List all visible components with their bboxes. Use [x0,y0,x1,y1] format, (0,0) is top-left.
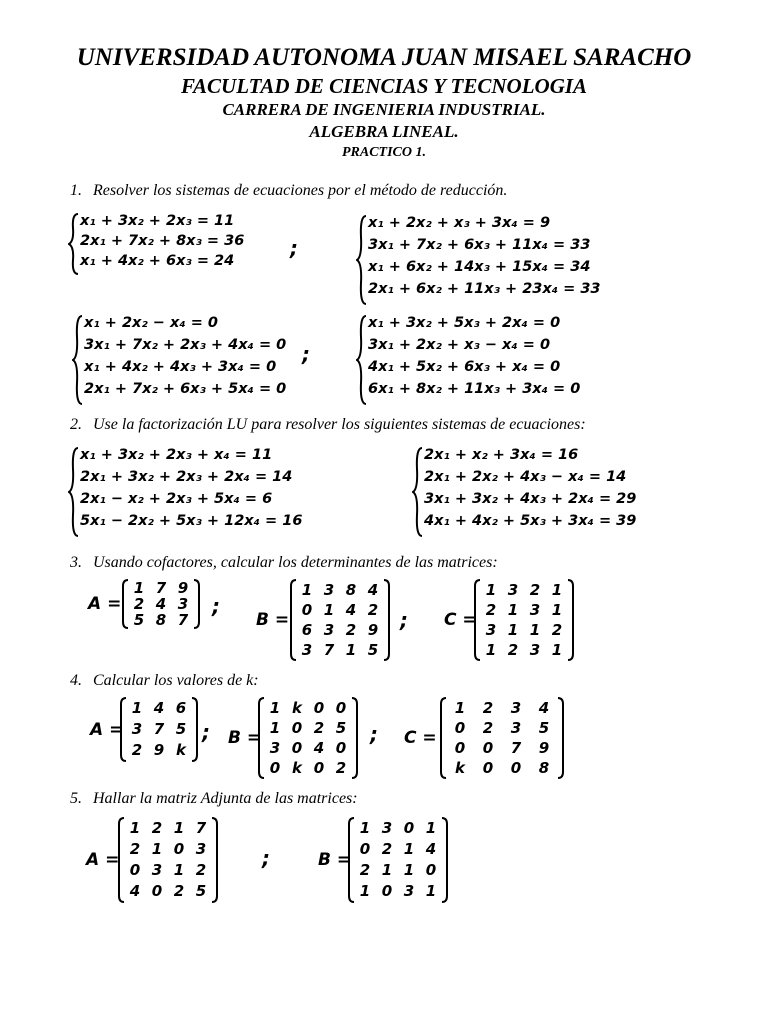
matrix-cell: 1 [507,620,519,639]
matrix-cell: 3 [151,861,163,879]
equation-line: 2x₁ + 7x₂ + 8x₃ = 36 [80,233,245,249]
equation-line: 4x₁ + 4x₂ + 5x₃ + 3x₄ = 39 [424,513,637,529]
matrix-cell: 4 [313,738,325,757]
matrix-cell: 3 [131,720,143,738]
matrix-cell: 0 [151,882,163,900]
matrix-cell: 1 [485,640,497,659]
matrix-cell: 5 [175,720,187,738]
matrix-cell: 0 [482,738,494,757]
matrix-cell: 3 [195,840,207,858]
equation-line: x₁ + 3x₂ + 5x₃ + 2x₄ = 0 [368,315,561,331]
question-number: 1. [70,182,82,199]
question-number: 5. [70,790,82,807]
question-number: 2. [70,416,82,433]
matrix-cell: 9 [367,620,379,639]
equation-line: 6x₁ + 8x₂ + 11x₃ + 3x₄ = 0 [368,381,581,397]
matrix-cell: 0 [313,698,325,717]
question-number: 4. [70,672,82,689]
question-3 [70,554,498,572]
equation-line: 2x₁ + 3x₂ + 2x₃ + 2x₄ = 14 [80,469,293,485]
q3-matrix-a [88,578,208,628]
separator: ; [400,608,408,632]
matrix-cell: 2 [151,819,163,837]
matrix-cell: 4 [538,698,550,717]
matrix-cell: 8 [345,580,357,599]
equation-line: x₁ + 6x₂ + 14x₃ + 15x₄ = 34 [368,259,591,275]
matrix-cell: 5 [335,718,347,737]
matrix-cell: 2 [482,718,494,737]
matrix-cell: 2 [359,861,371,879]
matrix-cell: 1 [551,580,563,599]
matrix-cell: 9 [538,738,550,757]
matrix-cell: 1 [345,640,357,659]
q1-system-c [72,314,302,400]
separator: ; [202,720,210,744]
matrix-cell: 2 [551,620,563,639]
matrix-cell: 2 [133,594,145,613]
question-text: Hallar la matriz Adjunta de las matrices: [93,790,358,807]
matrix-cell: 1 [485,580,497,599]
matrix-cell: 3 [507,580,519,599]
matrix-cell: 3 [403,882,415,900]
question-text: Calcular los valores de k: [93,672,259,689]
matrix-cell: 2 [195,861,207,879]
q3-matrix-b [256,578,396,662]
question-text: Usando cofactores, calcular los determinantes de las matrices: [93,554,498,571]
faculty-title: FACULTAD DE CIENCIAS Y TECNOLOGIA [180,74,588,98]
matrix-cell: 9 [153,741,165,759]
equation-line: 2x₁ + 6x₂ + 11x₃ + 23x₄ = 33 [368,281,601,297]
matrix-cell: 1 [173,861,185,879]
matrix-cell: 5 [367,640,379,659]
matrix-cell: 2 [131,741,143,759]
matrix-cell: 8 [538,758,550,777]
matrix-cell: 3 [510,698,522,717]
career-title: CARRERA DE INGENIERIA INDUSTRIAL. [222,100,546,119]
matrix-cell: 1 [507,600,519,619]
question-4 [70,672,259,690]
matrix-cell: 5 [133,610,145,629]
equation-line: 3x₁ + 2x₂ + x₃ − x₄ = 0 [368,337,551,353]
matrix-cell: 2 [381,840,393,858]
matrix-cell: 9 [177,578,189,597]
matrix-label: B = [318,850,352,870]
matrix-cell: 1 [301,580,313,599]
matrix-label: A = [86,850,120,870]
matrix-cell: 2 [367,600,379,619]
matrix-label: A = [88,594,122,614]
matrix-label: C = [404,728,437,748]
equation-line: 4x₁ + 5x₂ + 6x₃ + x₄ = 0 [368,359,561,375]
matrix-cell: 4 [345,600,357,619]
matrix-cell: 3 [529,600,541,619]
equation-line: 3x₁ + 3x₂ + 4x₃ + 2x₄ = 29 [424,491,637,507]
matrix-cell: 5 [195,882,207,900]
matrix-cell: 1 [403,840,415,858]
matrix-cell: 3 [510,718,522,737]
matrix-cell: 2 [335,758,347,777]
matrix-cell: 0 [129,861,141,879]
curly-brace [356,314,368,406]
matrix-cell: 3 [381,819,393,837]
separator: ; [262,846,270,870]
matrix-cell: 0 [291,738,303,757]
equation-line: 3x₁ + 7x₂ + 6x₃ + 11x₄ = 33 [368,237,591,253]
curly-brace [72,314,84,406]
question-1 [70,182,507,200]
matrix-cell: 2 [345,620,357,639]
matrix-cell: 7 [153,720,165,738]
matrix-cell: 1 [131,699,143,717]
matrix-label: C = [444,610,477,630]
matrix-cell: 2 [129,840,141,858]
matrix-label: A = [90,719,124,740]
matrix-cell: 1 [551,640,563,659]
matrix-cell: 3 [485,620,497,639]
matrix-cell: 0 [454,718,466,737]
matrix-cell: 7 [155,578,167,597]
matrix-cell: 0 [173,840,185,858]
q1-system-d [356,314,596,400]
question-text: Resolver los sistemas de ecuaciones por el método de reducción. [93,182,508,199]
matrix-cell: 2 [529,580,541,599]
matrix-cell: 1 [454,698,466,717]
matrix-cell: 4 [155,594,167,613]
matrix-cell: 1 [425,882,437,900]
matrix-cell: 1 [425,819,437,837]
matrix-cell: 7 [510,738,522,757]
equation-line: 2x₁ − x₂ + 2x₃ + 5x₄ = 6 [80,491,273,507]
matrix-cell: 3 [323,580,335,599]
separator: ; [302,342,310,366]
matrix-cell: 1 [359,819,371,837]
matrix-cell: 4 [129,882,141,900]
equation-line: x₁ + 3x₂ + 2x₃ = 11 [80,213,235,229]
equation-line: 2x₁ + 2x₂ + 4x₃ − x₄ = 14 [424,469,627,485]
matrix-cell: 2 [313,718,325,737]
matrix-cell: 1 [403,861,415,879]
matrix-cell: 4 [425,840,437,858]
matrix-cell: 7 [177,610,189,629]
matrix-cell: 5 [538,718,550,737]
matrix-cell: 1 [529,620,541,639]
matrix-cell: 1 [381,861,393,879]
matrix-cell: 0 [313,758,325,777]
practice-title: PRACTICO 1. [341,145,426,160]
equation-line: 2x₁ + x₂ + 3x₄ = 16 [424,447,579,463]
matrix-cell: 1 [133,578,145,597]
matrix-cell: 0 [291,718,303,737]
curly-brace [68,446,80,538]
q1-system-a [68,212,298,278]
matrix-cell: 3 [177,594,189,613]
matrix-cell: 1 [359,882,371,900]
matrix-cell: 0 [301,600,313,619]
equation-line: 5x₁ − 2x₂ + 5x₃ + 12x₄ = 16 [80,513,303,529]
matrix-cell: 1 [269,718,281,737]
matrix-cell: 0 [381,882,393,900]
matrix-label: B = [228,728,262,748]
matrix-cell: 0 [403,819,415,837]
equation-line: 2x₁ + 7x₂ + 6x₃ + 5x₄ = 0 [84,381,287,397]
matrix-cell: 4 [367,580,379,599]
separator: ; [370,722,378,746]
matrix-cell: 3 [269,738,281,757]
matrix-cell: 0 [269,758,281,777]
matrix-cell: 0 [335,738,347,757]
matrix-cell: 0 [359,840,371,858]
matrix-cell: k [455,758,465,777]
equation-line: x₁ + 3x₂ + 2x₃ + x₄ = 11 [80,447,273,463]
matrix-cell: 6 [301,620,313,639]
curly-brace [68,212,80,276]
separator: ; [290,236,298,260]
matrix-cell: 1 [269,698,281,717]
matrix-cell: 1 [151,840,163,858]
q5-matrix-b [318,816,458,902]
matrix-cell: k [292,698,302,717]
matrix-cell: 3 [529,640,541,659]
matrix-cell: 6 [175,699,187,717]
matrix-cell: 3 [301,640,313,659]
q4-matrix-c [404,696,564,780]
curly-brace [356,214,368,306]
question-number: 3. [70,554,82,571]
matrix-cell: 2 [173,882,185,900]
matrix-cell: 1 [129,819,141,837]
matrix-cell: 1 [323,600,335,619]
equation-line: x₁ + 4x₂ + 6x₃ = 24 [80,253,235,269]
matrix-cell: 0 [482,758,494,777]
q3-matrix-c [444,578,584,662]
matrix-cell: k [176,741,186,759]
question-2 [70,416,586,434]
q2-system-a [68,446,308,532]
separator: ; [212,594,220,618]
q1-system-b [356,214,616,300]
matrix-cell: 4 [153,699,165,717]
matrix-label: B = [256,610,290,630]
matrix-cell: 0 [335,698,347,717]
matrix-cell: 0 [510,758,522,777]
q4-matrix-b [228,696,368,780]
matrix-cell: 8 [155,610,167,629]
q2-system-b [412,446,652,532]
equation-line: 3x₁ + 7x₂ + 2x₃ + 4x₄ = 0 [84,337,287,353]
matrix-cell: 7 [195,819,207,837]
matrix-cell: 1 [173,819,185,837]
matrix-cell: 2 [507,640,519,659]
matrix-cell: 2 [485,600,497,619]
equation-line: x₁ + 2x₂ − x₄ = 0 [84,315,219,331]
curly-brace [412,446,424,538]
matrix-cell: 1 [551,600,563,619]
q4-matrix-a [90,696,200,762]
question-text: Use la factorización LU para resolver los siguientes sistemas de ecuaciones: [93,416,586,433]
equation-line: x₁ + 2x₂ + x₃ + 3x₄ = 9 [368,215,551,231]
matrix-cell: 3 [323,620,335,639]
matrix-cell: 0 [454,738,466,757]
matrix-cell: k [292,758,302,777]
matrix-cell: 0 [425,861,437,879]
equation-line: x₁ + 4x₂ + 4x₃ + 3x₄ = 0 [84,359,277,375]
university-title: UNIVERSIDAD AUTONOMA JUAN MISAEL SARACHO [76,44,692,71]
question-5 [70,790,358,808]
subject-title: ALGEBRA LINEAL. [309,122,459,141]
matrix-cell: 7 [323,640,335,659]
matrix-cell: 2 [482,698,494,717]
q5-matrix-a [86,816,226,902]
